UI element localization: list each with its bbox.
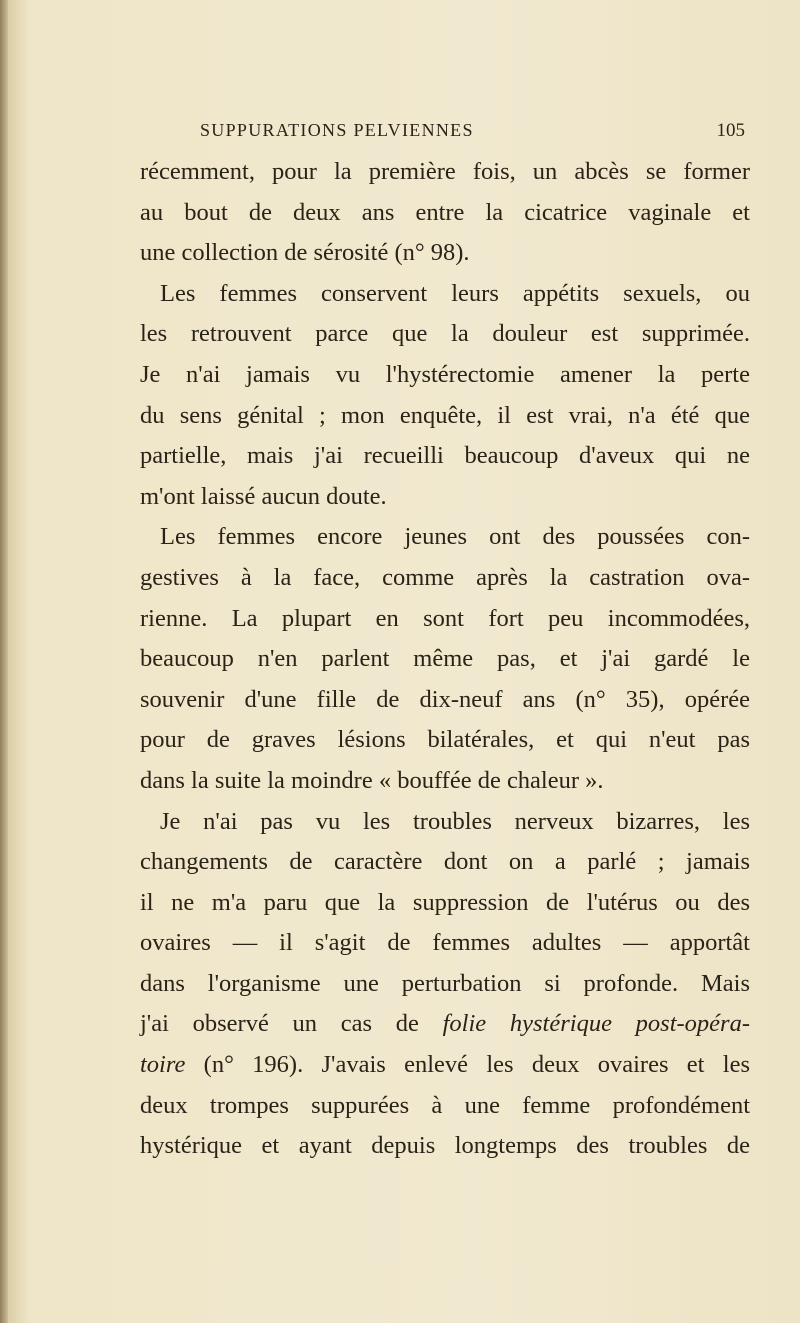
text-line — [140, 1045, 750, 1086]
text-line: souvenir d'une fille de dix-neuf ans (n° 35), opérée — [140, 685, 750, 713]
text-line: récemment, pour la première fois, un abcès se former — [140, 158, 750, 185]
text-line: Les femmes encore jeunes ont des poussées con- — [160, 523, 750, 551]
text-line: gestives à la face, comme après la castration ova- — [140, 563, 750, 591]
text-run: (n° 196). J'avais enlevé les deux ovaires et les — [185, 1051, 750, 1079]
italic-text-run: toire — [140, 1051, 186, 1079]
page-number: 105 — [716, 120, 745, 141]
text-run: j'ai observé un cas de — [140, 1010, 443, 1038]
page-binding-edge — [0, 0, 8, 1323]
text-line: une collection de sérosité (n° 98). — [140, 239, 470, 267]
page-header — [200, 120, 745, 150]
text-line: dans la suite la moindre « bouffée de chaleur ». — [140, 766, 604, 794]
text-line: Les femmes conservent leurs appétits sexuels, ou — [160, 279, 750, 307]
text-line: hystérique et ayant depuis longtemps des troubles de — [140, 1132, 750, 1160]
running-title: SUPPURATIONS PELVIENNES — [200, 120, 474, 140]
text-line: il ne m'a paru que la suppression de l'utérus ou des — [140, 888, 750, 916]
text-line: changements de caractère dont on a parlé ; jamais — [140, 848, 750, 876]
text-line: deux trompes suppurées à une femme profondément — [140, 1091, 750, 1119]
text-line: les retrouvent parce que la douleur est supprimée. — [140, 320, 750, 348]
text-line: Je n'ai jamais vu l'hystérectomie amener la perte — [140, 360, 750, 388]
text-line: beaucoup n'en parlent même pas, et j'ai gardé le — [140, 645, 750, 673]
text-line: pour de graves lésions bilatérales, et qui n'eut pas — [140, 726, 750, 754]
text-line: du sens génital ; mon enquête, il est vrai, n'a été que — [140, 401, 750, 429]
text-line: au bout de deux ans entre la cicatrice vaginale et — [140, 198, 750, 226]
text-line: ovaires — il s'agit de femmes adultes — apportât — [140, 929, 750, 957]
text-line: m'ont laissé aucun doute. — [140, 482, 387, 510]
body-text — [140, 152, 750, 1167]
text-line: dans l'organisme une perturbation si profonde. Mais — [140, 969, 750, 997]
text-line: rienne. La plupart en sont fort peu incommodées, — [140, 604, 750, 632]
text-line — [140, 1004, 750, 1045]
text-line: Je n'ai pas vu les troubles nerveux bizarres, les — [160, 807, 750, 835]
italic-text-run: folie hystérique post-opéra- — [442, 1010, 750, 1038]
text-line: partielle, mais j'ai recueilli beaucoup d'aveux qui ne — [140, 442, 750, 470]
